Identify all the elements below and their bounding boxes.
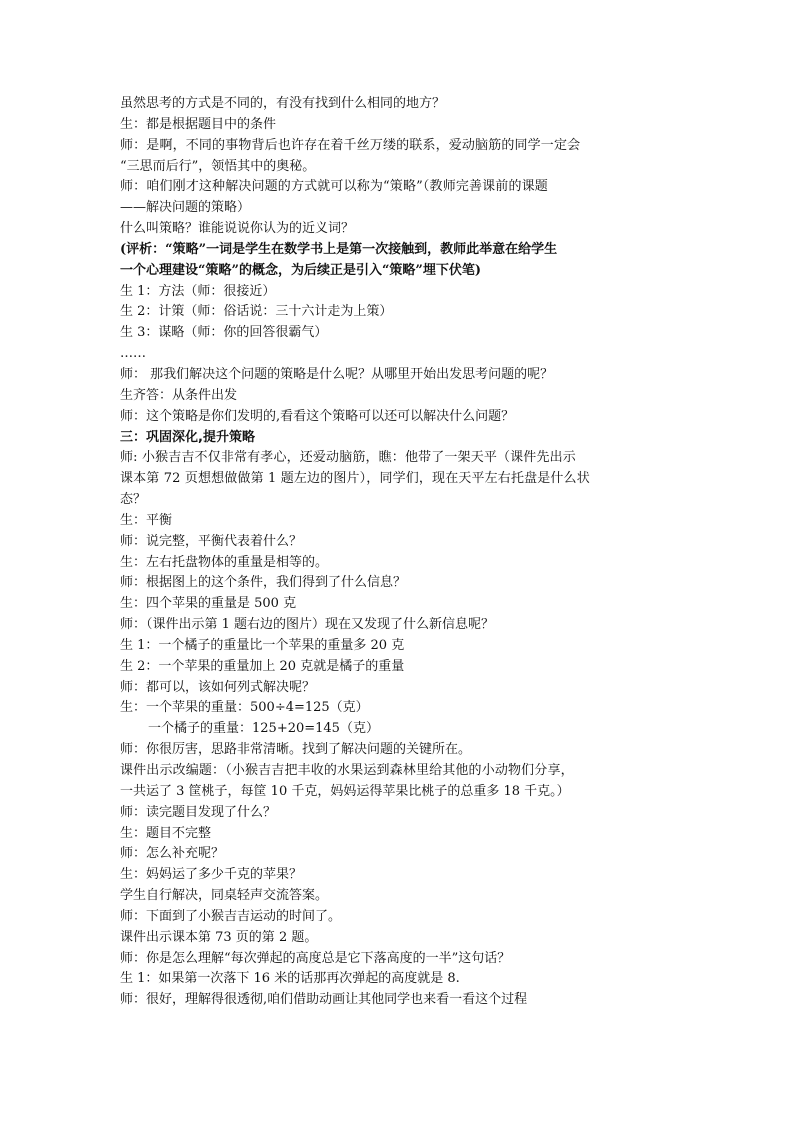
text-line: 师：根据图上的这个条件，我们得到了什么信息？ xyxy=(120,575,407,591)
text-line: 师： 那我们解决这个问题的策略是什么呢？从哪里开始出发思考问题的呢？ xyxy=(120,366,554,382)
text-line: “三思而后行”，领悟其中的奥秘。 xyxy=(120,158,316,174)
text-line: 生 3：谋略（师：你的回答很霸气） xyxy=(120,325,328,341)
text-line: 师：咱们刚才这种解决问题的方式就可以称为“策略”（教师完善课前的课题 xyxy=(120,179,548,195)
text-line: 虽然思考的方式是不同的，有没有找到什么相同的地方？ xyxy=(120,96,446,111)
text-line: 师：都可以，该如何列式解决呢？ xyxy=(120,679,316,695)
text-line: 师：（课件出示第 1 题右边的图片）现在又发现了什么新信息呢？ xyxy=(120,617,495,633)
text-line: 态？ xyxy=(120,492,147,508)
section-heading: 三：巩固深化,提升策略 xyxy=(120,429,255,445)
text-line: 生 2：计策（师：俗话说：三十六计走为上策） xyxy=(120,304,393,320)
text-line: 生：四个苹果的重量是 500 克 xyxy=(120,596,297,612)
text-line: 学生自行解决，同桌轻声交流答案。 xyxy=(120,888,329,904)
text-line: 一共运了 3 筐桃子，每筐 10 千克，妈妈运得苹果比桃子的总重多 18 千克。） xyxy=(120,783,570,799)
text-line: 生：平衡 xyxy=(120,512,173,528)
text-line: 师：下面到了小猴吉吉运动的时间了。 xyxy=(120,908,342,924)
text-line: 课件出示改编题：（小猴吉吉把丰收的水果运到森林里给其他的小动物们分享， xyxy=(120,763,574,778)
text-line: 一个橘子的重量：125+20=145（克） xyxy=(148,721,379,737)
text-line: 生：都是根据题目中的条件 xyxy=(120,116,277,132)
document-body xyxy=(120,94,680,1011)
text-line: 课本第 72 页想想做做第 1 题左边的图片），同学们，现在天平左右托盘是什么状 xyxy=(120,471,590,487)
text-line: 师：很好，理解得很透彻,咱们借助动画让其他同学也来看一看这个过程 xyxy=(120,992,528,1008)
text-line: 师：这个策略是你们发明的,看看这个策略可以还可以解决什么问题？ xyxy=(120,408,515,424)
text-line: 师：说完整，平衡代表着什么？ xyxy=(120,533,303,549)
text-line: 生 2：一个苹果的重量加上 20 克就是橘子的重量 xyxy=(120,658,405,674)
text-line: 生 1：如果第一次落下 16 米的话那再次弹起的高度就是 8. xyxy=(120,971,460,987)
text-line: 生：左右托盘物体的重量是相等的。 xyxy=(120,554,329,570)
text-line: 师：读完题目发现了什么？ xyxy=(120,804,277,820)
text-line: ——解决问题的策略） xyxy=(120,200,251,216)
commentary-line: (评析：“策略”一词是学生在数学书上是第一次接触到，教师此举意在给学生 xyxy=(120,241,558,257)
text-line: 师: 小猴吉吉不仅非常有孝心，还爱动脑筋，瞧：他带了一架天平（课件先出示 xyxy=(120,450,576,466)
text-line: 生齐答：从条件出发 xyxy=(120,387,238,403)
text-line: 师：你很厉害，思路非常清晰。找到了解决问题的关键所在。 xyxy=(120,742,472,758)
text-line: 课件出示课本第 73 页的第 2 题。 xyxy=(120,929,318,945)
text-line: 师：你是怎么理解“每次弹起的高度总是它下落高度的一半”这句话？ xyxy=(120,950,511,966)
commentary-line: 一个心理建设“策略”的概念，为后续正是引入“策略”埋下伏笔) xyxy=(120,262,482,278)
text-line: 师：怎么补充呢？ xyxy=(120,846,225,862)
text-line: 生：一个苹果的重量：500÷4=125（克） xyxy=(120,700,369,716)
text-line: 生 1：方法（师：很接近） xyxy=(120,283,276,299)
text-line: 生 1：一个橘子的重量比一个苹果的重量多 20 克 xyxy=(120,637,405,653)
text-line: 生：妈妈运了多少千克的苹果？ xyxy=(120,867,303,883)
ellipsis-line: …… xyxy=(120,346,146,362)
text-line: 生：题目不完整 xyxy=(120,825,212,841)
text-line: 什么叫策略？谁能说说你认为的近义词？ xyxy=(120,221,355,237)
text-line: 师：是啊，不同的事物背后也许存在着千丝万缕的联系，爱动脑筋的同学一定会 xyxy=(120,137,581,153)
